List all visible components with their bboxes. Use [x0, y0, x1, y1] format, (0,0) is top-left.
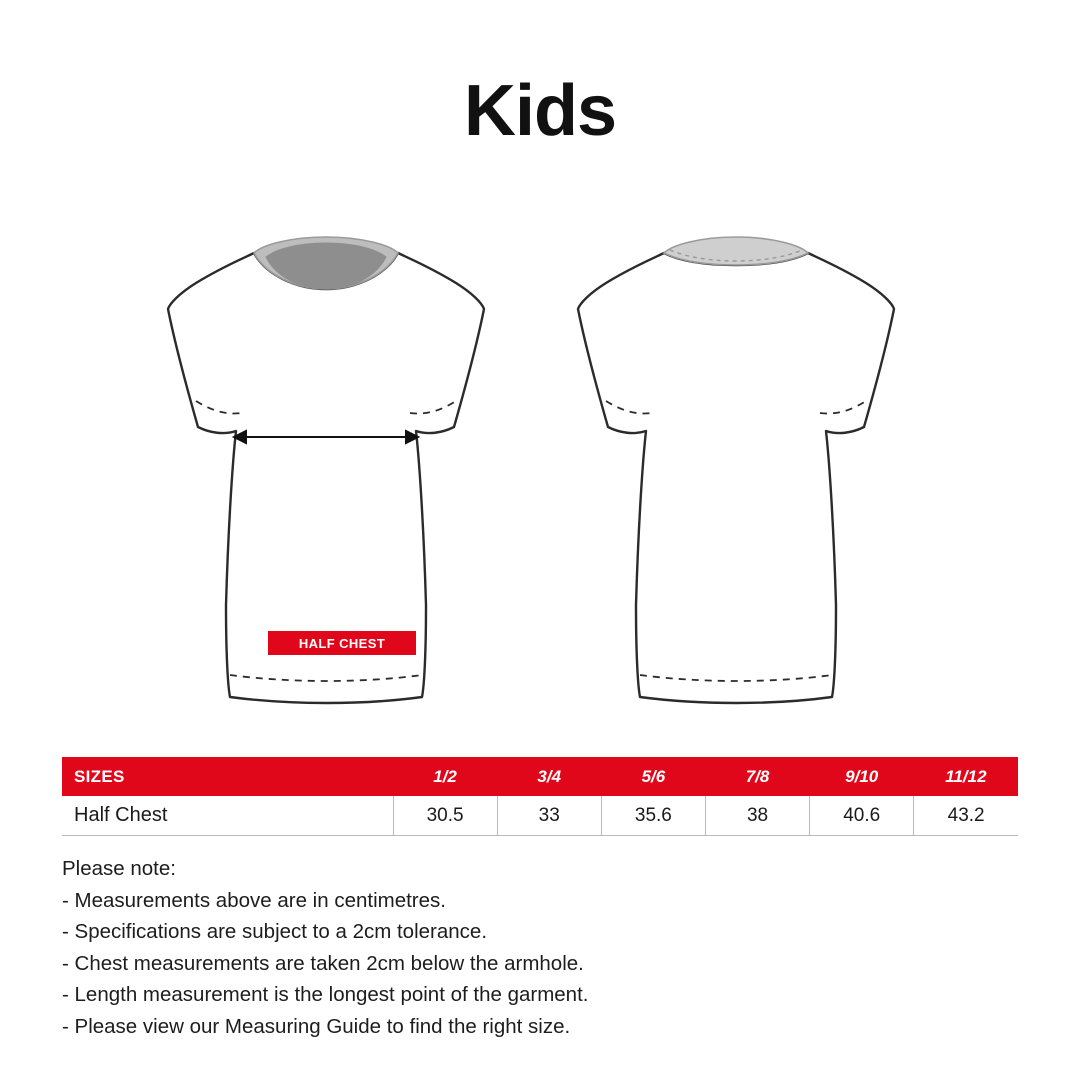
cell-half-chest-5: 40.6: [810, 796, 914, 836]
header-size-5: 9/10: [810, 757, 914, 796]
notes-line-4: - Length measurement is the longest point of the garment.: [62, 983, 589, 1006]
table-header-row: [62, 757, 1018, 796]
row-label-half-chest: Half Chest: [62, 796, 393, 836]
size-table: [62, 757, 1018, 836]
cell-half-chest-1: 30.5: [393, 796, 497, 836]
cell-half-chest-4: 38: [705, 796, 809, 836]
header-size-1: 1/2: [393, 757, 497, 796]
half-chest-label: HALF CHEST: [268, 631, 416, 655]
t-shirt-back-view: [560, 205, 910, 715]
size-table-body: [62, 796, 1018, 836]
page-title: Kids: [463, 71, 617, 151]
size-table-wrapper: [62, 757, 1018, 836]
notes-block: [62, 853, 1022, 1042]
header-sizes: SIZES: [62, 757, 393, 796]
size-table-head: [62, 757, 1018, 796]
notes-line-1: - Measurements above are in centimetres.: [62, 888, 446, 912]
cell-half-chest-3: 35.6: [601, 796, 705, 836]
garment-illustrations: [0, 205, 1080, 745]
header-size-4: 7/8: [705, 757, 809, 796]
notes-line-5: - Please view our Measuring Guide to find the right size.: [62, 1014, 571, 1038]
header-size-6: 11/12: [914, 757, 1018, 796]
cell-half-chest-6: 43.2: [914, 796, 1018, 836]
table-row: [62, 796, 1018, 836]
cell-half-chest-2: 33: [497, 796, 601, 836]
notes-line-3: - Chest measurements are taken 2cm below the armhole.: [62, 951, 584, 975]
header-size-2: 3/4: [497, 757, 601, 796]
notes-line-2: - Specifications are subject to a 2cm tolerance.: [62, 920, 488, 943]
notes-heading: Please note:: [62, 857, 176, 880]
header-size-3: 5/6: [601, 757, 705, 796]
